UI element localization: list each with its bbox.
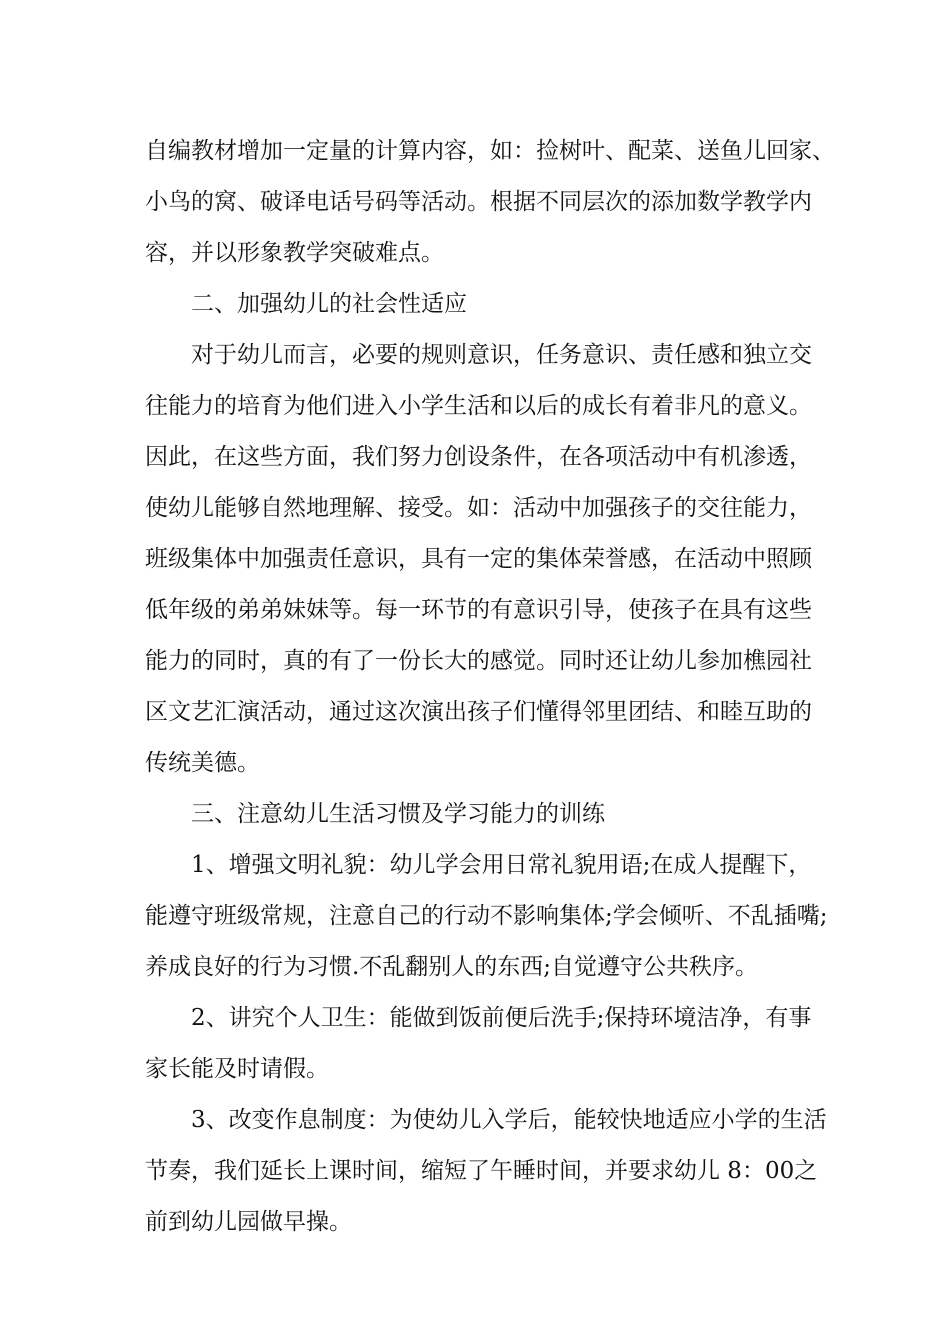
text-line: 班级集体中加强责任意识，具有一定的集体荣誉感，在活动中照顾 — [145, 546, 812, 572]
section-heading: 三、注意幼儿生活习惯及学习能力的训练 — [191, 801, 605, 827]
text-line: 使幼儿能够自然地理解、接受。如：活动中加强孩子的交往能力， — [145, 495, 812, 521]
text-line: 小鸟的窝、破译电话号码等活动。根据不同层次的添加数学教学内 — [145, 189, 812, 215]
text-line: 家长能及时请假。 — [145, 1056, 329, 1082]
text-line: 自编教材增加一定量的计算内容，如：捡树叶、配菜、送鱼儿回家、 — [145, 138, 835, 164]
text-line: 因此，在这些方面，我们努力创设条件，在各项活动中有机渗透， — [145, 444, 812, 470]
document-page — [145, 126, 835, 1248]
text-line: 能力的同时，真的有了一份长大的感觉。同时还让幼儿参加樵园社 — [145, 648, 812, 674]
text-line: 2、讲究个人卫生：能做到饭前便后洗手;保持环境洁净，有事 — [191, 1005, 812, 1031]
text-line: 容，并以形象教学突破难点。 — [145, 240, 444, 266]
text-line: 区文艺汇演活动，通过这次演出孩子们懂得邻里团结、和睦互助的 — [145, 699, 812, 725]
section-heading: 二、加强幼儿的社会性适应 — [191, 291, 467, 317]
text-line: 对于幼儿而言，必要的规则意识，任务意识、责任感和独立交 — [191, 342, 812, 368]
text-line: 养成良好的行为习惯.不乱翻别人的东西;自觉遵守公共秩序。 — [145, 954, 759, 980]
text-line: 3、改变作息制度：为使幼儿入学后，能较快地适应小学的生活 — [191, 1107, 827, 1133]
text-line: 前到幼儿园做早操。 — [145, 1209, 352, 1235]
text-line: 低年级的弟弟妹妹等。每一环节的有意识引导，使孩子在具有这些 — [145, 597, 812, 623]
text-line: 传统美德。 — [145, 750, 260, 776]
text-line: 能遵守班级常规，注意自己的行动不影响集体;学会倾听、不乱插嘴; — [145, 903, 828, 929]
text-line: 1、增强文明礼貌：幼儿学会用日常礼貌用语;在成人提醒下， — [191, 852, 812, 878]
text-line: 往能力的培育为他们进入小学生活和以后的成长有着非凡的意义。 — [145, 393, 812, 419]
text-line: 节奏，我们延长上课时间，缩短了午睡时间，并要求幼儿 8：00之 — [145, 1158, 818, 1184]
